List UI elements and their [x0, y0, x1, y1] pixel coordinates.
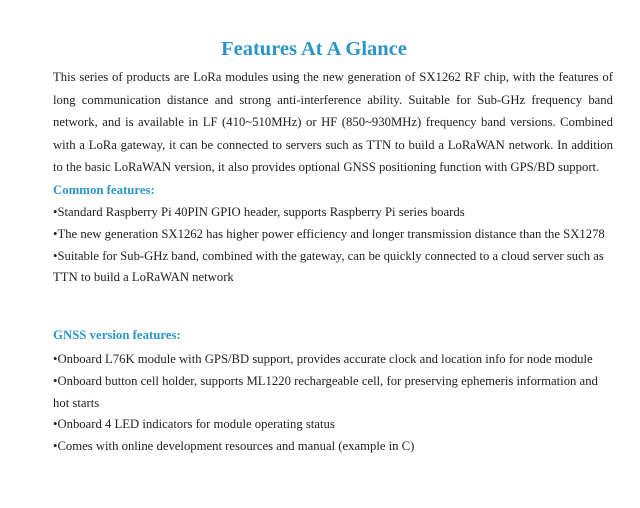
gnss-features-heading: GNSS version features:	[53, 328, 181, 342]
list-item	[53, 414, 613, 436]
common-features-heading: Common features:	[53, 183, 155, 197]
list-item-text: Suitable for Sub-GHz band, combined with the gateway, can be quickly connected to a cloud server such as TTN to build a LoRaWAN network	[53, 248, 604, 285]
list-item	[53, 371, 613, 415]
list-item	[53, 202, 613, 224]
list-item-text: Onboard L76K module with GPS/BD support, provides accurate clock and location info for node module	[57, 352, 593, 366]
gnss-features-list	[53, 349, 613, 458]
list-item	[53, 349, 613, 371]
bullet-icon: •	[53, 205, 58, 219]
bullet-icon: •	[53, 417, 58, 432]
list-item-text: Standard Raspberry Pi 40PIN GPIO header, supports Raspberry Pi series boards	[57, 205, 465, 219]
common-features-list	[53, 202, 613, 289]
intro-paragraph: This series of products are LoRa modules using the new generation of SX1262 RF chip, with the features of long communication distance and strong anti-interference ability. Suitable for Sub-GHz frequency band network, and is available in LF (410~510MHz) or HF (850~930MHz) frequency band versions. Combined with a LoRa gateway, it can be connected to servers such as TTN to build a LoRaWAN network. In addition to the basic LoRaWAN version, it also provides optional GNSS positioning function with GPS/BD support.	[53, 70, 613, 175]
list-item	[53, 224, 613, 246]
list-item	[53, 246, 613, 290]
bullet-icon: •	[53, 439, 58, 454]
list-item-text: Comes with online development resources and manual (example in C)	[57, 439, 415, 454]
list-item-text: Onboard button cell holder, supports ML1220 rechargeable cell, for preserving ephemeris information and hot starts	[53, 373, 598, 410]
bullet-icon: •	[53, 226, 58, 241]
list-item-text: The new generation SX1262 has higher power efficiency and longer transmission distance than the SX1278	[57, 226, 605, 241]
bullet-icon: •	[53, 248, 58, 263]
bullet-icon: •	[53, 373, 58, 388]
bullet-icon: •	[53, 352, 58, 366]
page-title: Features At A Glance	[221, 38, 407, 60]
list-item-text: Onboard 4 LED indicators for module operating status	[57, 417, 335, 432]
list-item	[53, 436, 613, 458]
